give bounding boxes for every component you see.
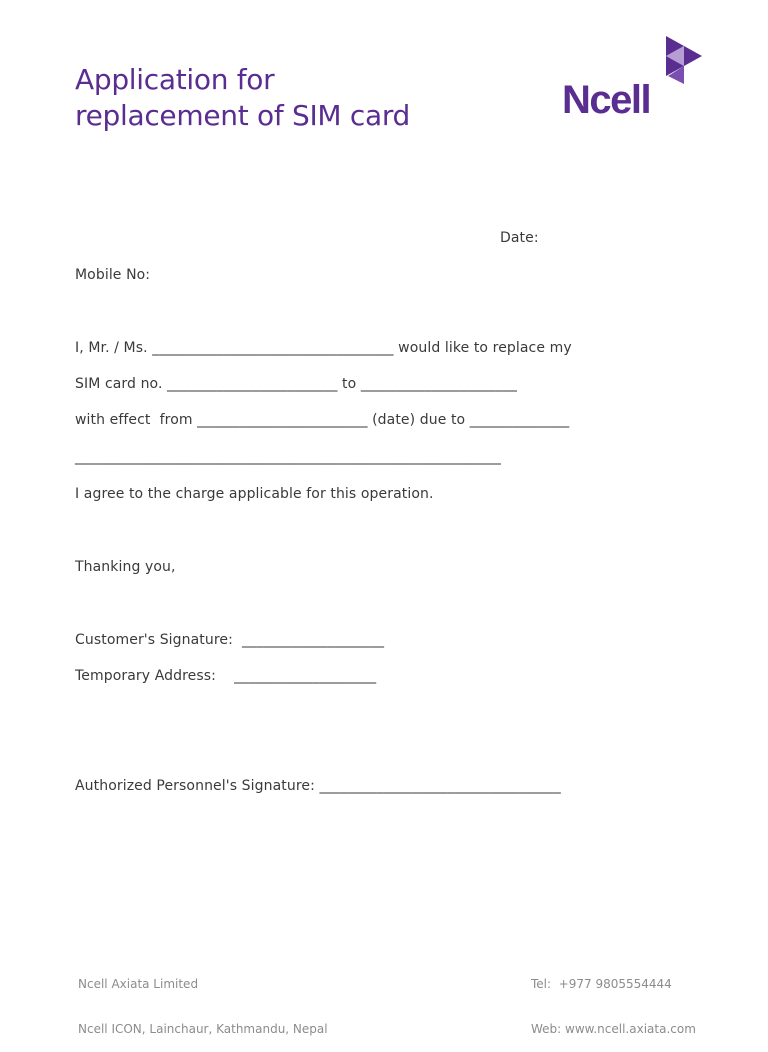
footer-tel: Tel: +977 9805554444 <box>531 977 672 991</box>
form-line-name: I, Mr. / Ms. __________________________________ would like to replace my <box>75 340 572 356</box>
logo-wordmark: Ncell <box>562 78 651 122</box>
title-line-1: Application for <box>75 63 275 96</box>
footer-company: Ncell Axiata Limited <box>78 977 199 991</box>
form-line-sim: SIM card no. ________________________ to ______________________ <box>75 376 518 392</box>
temporary-address-line: Temporary Address: ____________________ <box>75 668 377 684</box>
ncell-logo <box>562 34 707 124</box>
footer-company-block <box>78 947 328 1052</box>
form-line-effect: with effect from ________________________ (date) due to ______________ <box>75 412 570 428</box>
customer-signature-line: Customer's Signature: ____________________ <box>75 632 385 648</box>
authorized-signature-line: Authorized Personnel's Signature: __________________________________ <box>75 778 561 794</box>
mobile-no-label: Mobile No: <box>75 267 151 283</box>
title-line-2: replacement of SIM card <box>75 99 411 132</box>
footer-web: Web: www.ncell.axiata.com <box>531 1022 696 1036</box>
agreement-text: I agree to the charge applicable for this operation. <box>75 486 434 502</box>
form-line-reason: ____________________________________________________________ <box>75 449 501 465</box>
logo-triangles-icon <box>662 34 704 86</box>
page-title <box>75 62 410 134</box>
footer-contact-block <box>531 947 696 1052</box>
date-label: Date: <box>500 230 539 246</box>
thanking-text: Thanking you, <box>75 559 176 575</box>
footer-address: Ncell ICON, Lainchaur, Kathmandu, Nepal <box>78 1022 328 1036</box>
